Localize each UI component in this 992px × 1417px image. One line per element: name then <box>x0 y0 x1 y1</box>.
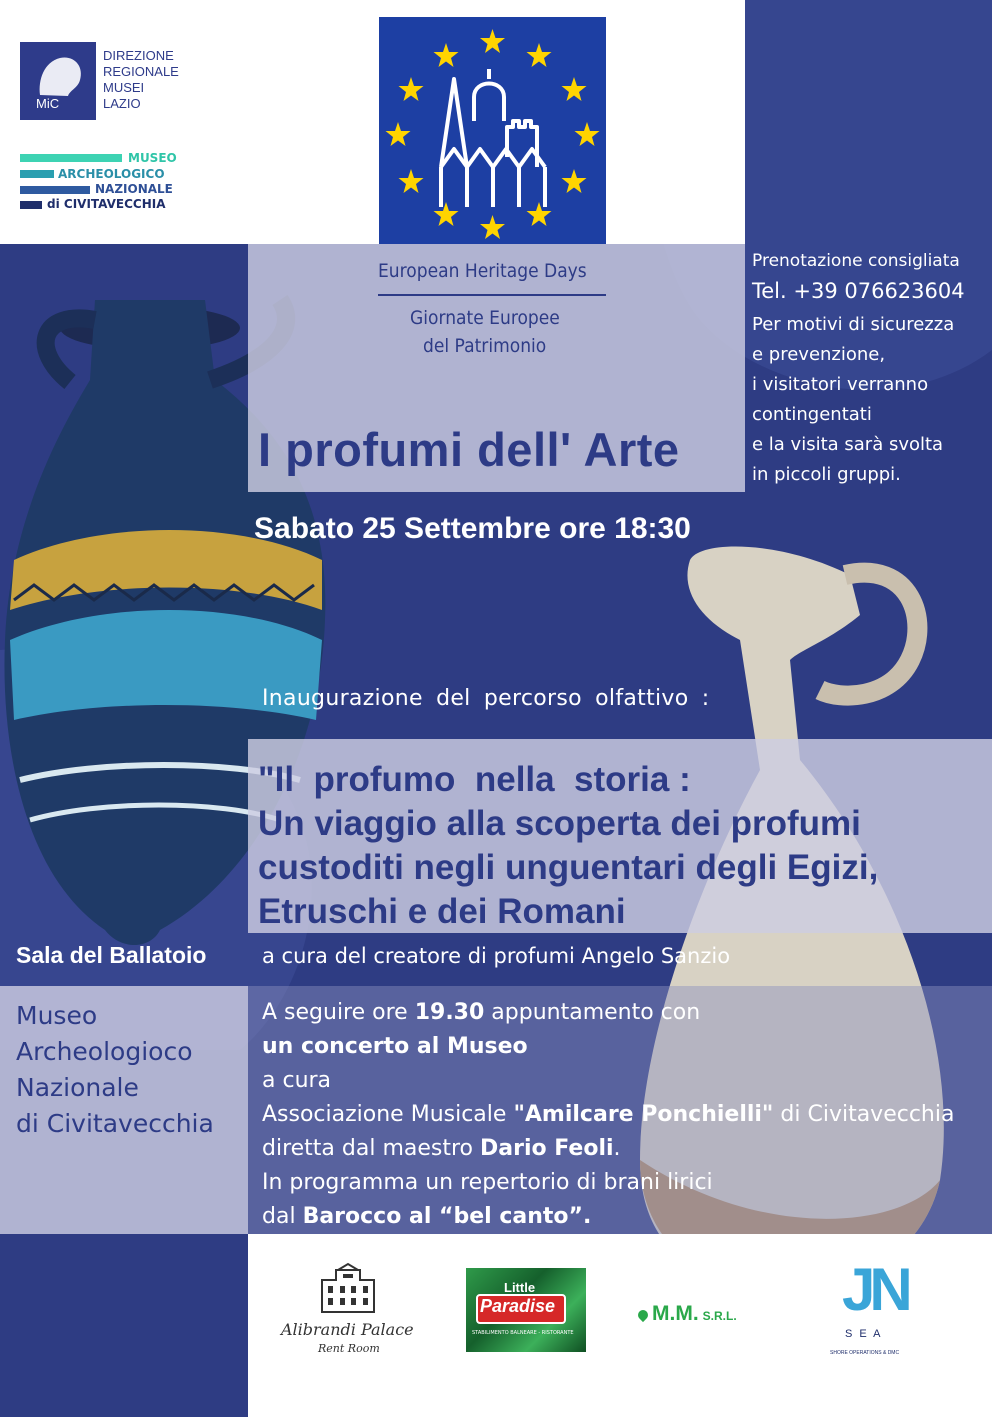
mic-line: MUSEI <box>103 80 145 95</box>
booking-info <box>752 246 965 490</box>
venue-line: Nazionale <box>16 1073 139 1102</box>
booking-note: contingentati <box>752 404 872 425</box>
conductor-name: Dario Feoli <box>480 1136 614 1161</box>
concert-text: Associazione Musicale <box>262 1102 514 1127</box>
concert-line <box>262 996 954 1030</box>
booking-note: e la visita sarà svolta <box>752 434 944 455</box>
venue-line: di Civitavecchia <box>16 1109 214 1138</box>
booking-note: in piccoli gruppi. <box>752 464 901 485</box>
mic-line: LAZIO <box>103 96 141 111</box>
alibrandi-name: Alibrandi Palace <box>281 1320 414 1339</box>
concert-text: di Civitavecchia <box>773 1102 955 1127</box>
room-name: Sala del Ballatoio <box>16 942 207 968</box>
association-name: "Amilcare Ponchielli" <box>513 1102 774 1127</box>
event-date: Sabato 25 Settembre ore 18:30 <box>254 512 691 545</box>
stripe <box>20 170 54 178</box>
booking-phone: Tel. +39 076623604 <box>752 279 965 303</box>
museum-logo <box>20 152 190 212</box>
booking-label: Prenotazione consigliata <box>752 251 960 271</box>
booking-note: i visitatori verranno <box>752 374 929 395</box>
concert-info <box>262 996 954 1234</box>
concert-text: A seguire ore <box>262 1000 415 1025</box>
concert-line <box>262 1030 954 1064</box>
venue-line: Archeologioco <box>16 1037 193 1066</box>
stripe <box>20 186 90 194</box>
alibrandi-sub: Rent Room <box>318 1342 380 1355</box>
mm-srl: S.R.L. <box>702 1309 737 1323</box>
paradise-sub-text: STABILIMENTO BALNEARE - RISTORANTE <box>472 1330 574 1336</box>
mic-lines <box>103 48 179 112</box>
program-name: Barocco al “bel canto”. <box>302 1204 592 1229</box>
event-title: I profumi dell' Arte <box>258 423 680 476</box>
mm-name: M.M. <box>652 1302 699 1325</box>
concert-line: In programma un repertorio di brani lirici <box>262 1170 713 1195</box>
stripe <box>20 154 122 162</box>
little-paradise-logo <box>466 1268 586 1352</box>
venue-line: Museo <box>16 1001 98 1030</box>
booking-note: Per motivi di sicurezza <box>752 314 955 335</box>
concert-text: . <box>613 1136 621 1161</box>
ehd-subtitle-2: del Patrimonio <box>423 335 547 357</box>
concert-line <box>262 1098 954 1132</box>
concert-line: a cura <box>262 1068 332 1093</box>
sea-mark: JN <box>842 1256 907 1323</box>
mm-drop-icon <box>636 1308 650 1322</box>
mm-logo <box>638 1302 737 1326</box>
museum-line: NAZIONALE <box>95 182 173 196</box>
event-intro: Inaugurazione del percorso olfattivo : <box>262 686 710 711</box>
concert-text: appuntamento con <box>484 1000 701 1025</box>
sea-sub: SHORE OPERATIONS & DMC <box>830 1350 900 1356</box>
museum-line: ARCHEOLOGICO <box>58 167 165 181</box>
concert-time: 19.30 <box>414 1000 485 1025</box>
ehd-title: European Heritage Days <box>378 260 587 282</box>
venue-name <box>16 998 214 1142</box>
mic-line: REGIONALE <box>103 64 179 79</box>
curator: a cura del creatore di profumi Angelo Sanzio <box>262 944 731 968</box>
museum-line: MUSEO <box>128 151 177 165</box>
talk-line: Un viaggio alla scoperta dei profumi <box>258 804 861 843</box>
paradise-text: Paradise <box>480 1296 556 1316</box>
mic-line: DIREZIONE <box>103 48 174 63</box>
talk-line: custoditi negli unguentari degli Egizi, <box>258 848 879 887</box>
booking-note: e prevenzione, <box>752 344 886 365</box>
talk-line: "Il profumo nella storia : <box>258 760 691 799</box>
talk-line: Etruschi e dei Romani <box>258 892 626 931</box>
museum-line: di CIVITAVECCHIA <box>47 197 166 211</box>
ehd-divider <box>378 294 606 296</box>
european-heritage-days-emblem <box>379 17 606 244</box>
concert-headline: un concerto al Museo <box>262 1034 528 1059</box>
mic-text: MiC <box>36 96 60 111</box>
talk-title <box>258 758 878 934</box>
concert-text: diretta dal maestro <box>262 1136 481 1161</box>
mic-head-icon <box>30 50 88 100</box>
little-text: Little <box>504 1280 536 1295</box>
building-icon <box>316 1262 380 1314</box>
sea-name: S E A <box>845 1328 883 1340</box>
concert-line <box>262 1132 954 1166</box>
stripe <box>20 201 42 209</box>
ehd-subtitle-1: Giornate Europee <box>410 307 560 329</box>
concert-line <box>262 1200 954 1234</box>
concert-text: dal <box>262 1204 303 1229</box>
